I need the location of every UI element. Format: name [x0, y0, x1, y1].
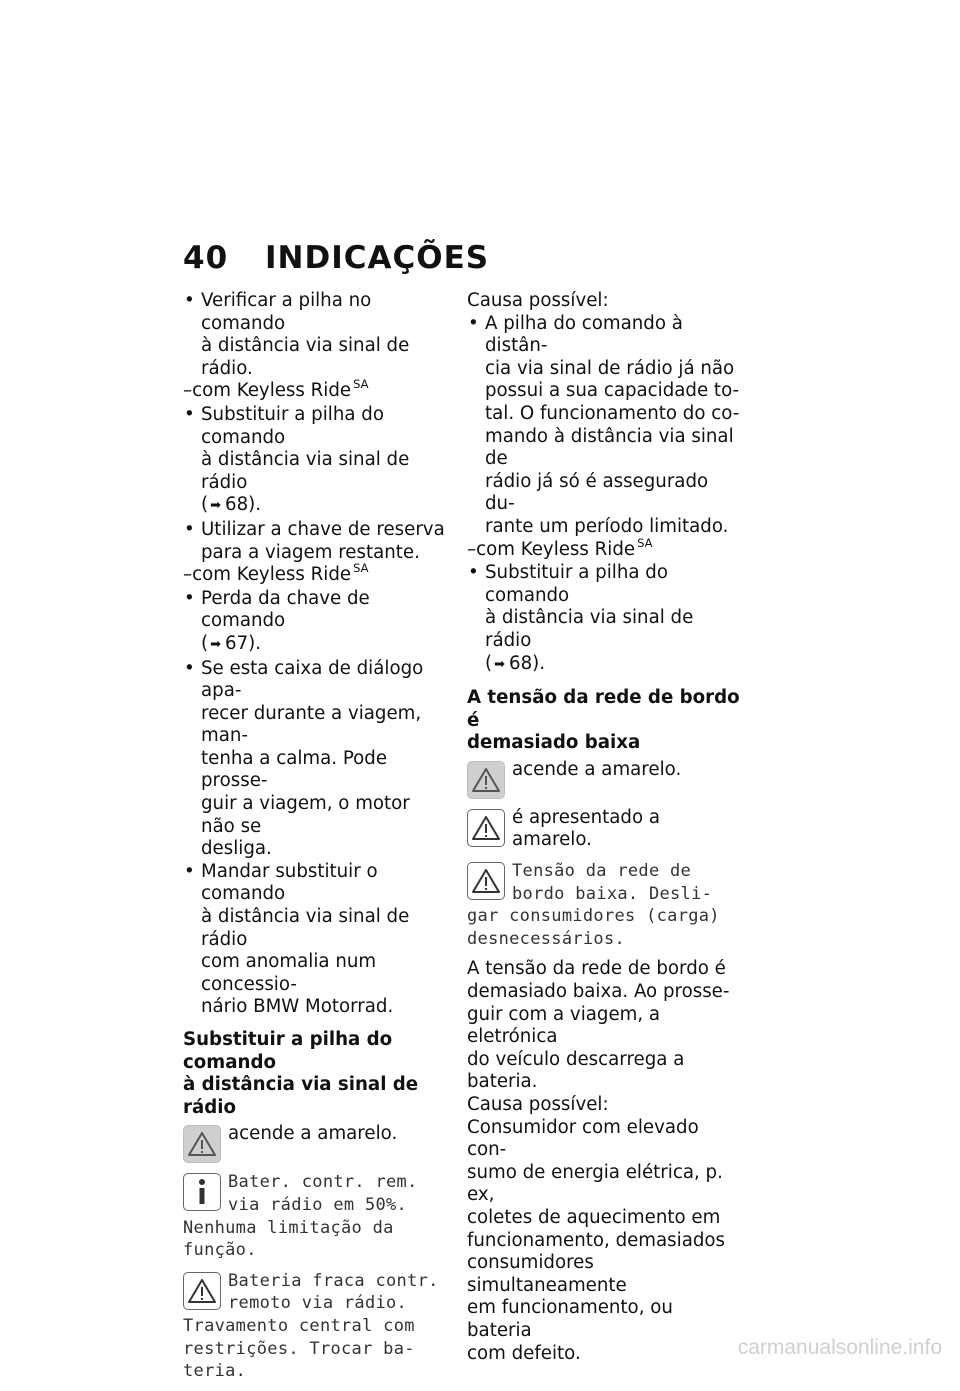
warning-indicator: acende a amarelo.	[183, 1123, 448, 1163]
cause-label: Causa possível:	[467, 1094, 609, 1115]
page-reference[interactable]: ( ➡ 68).	[485, 653, 740, 678]
bullet-item: • Substituir a pilha do comando à distância via sinal de rádio ( ➡ 68).	[467, 562, 740, 677]
page-reference-arrow-icon: ➡	[210, 636, 222, 652]
page-number: 40	[183, 240, 229, 276]
info-icon	[183, 1173, 221, 1211]
bullet-item: • Substituir a pilha do comando à distância via sinal de rádio ( ➡ 68).	[183, 404, 448, 519]
paragraph: A tensão da rede de bordo é demasiado baixa. Ao prosse- guir com a viagem, a eletrónica do veículo descarrega a bateria.	[467, 958, 730, 1093]
paragraph: Consumidor com elevado con- sumo de energia elétrica, p. ex, coletes de aquecimento em funcionamento, demasiados consumidores simultaneamente em funcionamento, ou bateria com defeito.	[467, 1116, 725, 1364]
condition-line: –com Keyless Ride $^{SA}$	[183, 377, 369, 402]
warning-indicator: acende a amarelo.	[467, 759, 740, 799]
bullet-item: • Utilizar a chave de reserva para a viagem restante.	[183, 519, 448, 564]
bullet-item: • A pilha do comando à distân- cia via sinal de rádio já não possui a sua capacidade to- tal. O funcionamento do co- mando à distância via sinal de rádio já só é assegurado du- rante um período limitado.	[467, 313, 740, 539]
warning-message: Tensão da rede de bordo baixa. Desli- gar consumidores (carga) desnecessários.	[467, 861, 720, 949]
page-reference[interactable]: ( ➡ 67).	[201, 633, 448, 658]
cause-label: Causa possível:	[467, 290, 609, 311]
bullet-item: • Perda da chave de comando ( ➡ 67).	[183, 588, 448, 658]
warning-message: Bateria fraca contr. remoto via rádio. Travamento central com restrições. Trocar ba- teria.	[183, 1270, 439, 1382]
warning-triangle-icon	[183, 1272, 221, 1310]
right-column	[467, 290, 740, 1365]
warning-triangle-icon	[467, 761, 505, 799]
condition-line: –com Keyless Ride $^{SA}$	[467, 535, 653, 560]
warning-triangle-icon	[183, 1125, 221, 1163]
bullet-item: • Se esta caixa de diálogo apa- recer durante a viagem, man- tenha a calma. Pode prosse- guir a viagem, o motor não se desliga.	[183, 658, 448, 861]
warning-triangle-icon	[467, 809, 505, 847]
bullet-item: • Mandar substituir o comando à distância via sinal de rádio com anomalia num concessio- nário BMW Motorrad.	[183, 861, 448, 1019]
watermark-text: carmanualsonline.info	[737, 1336, 942, 1359]
page-reference-arrow-icon: ➡	[494, 656, 506, 672]
condition-line: –com Keyless Ride $^{SA}$	[183, 561, 369, 586]
section-heading: A tensão da rede de bordo é demasiado baixa	[467, 687, 740, 754]
info-message: Bater. contr. rem. via rádio em 50%. Nenhuma limitação da função.	[183, 1172, 418, 1261]
left-column	[183, 290, 448, 1391]
page-header	[183, 240, 489, 276]
page-title: INDICAÇÕES	[265, 240, 490, 276]
bullet-item: • Verificar a pilha no comando à distância via sinal de rádio.	[183, 290, 448, 380]
page-reference-arrow-icon: ➡	[210, 498, 222, 514]
warning-triangle-icon	[467, 862, 505, 900]
warning-indicator: é apresentado a amarelo.	[467, 807, 740, 852]
page-reference[interactable]: ( ➡ 68).	[201, 494, 448, 519]
section-heading: Substituir a pilha do comando à distância via sinal de rádio	[183, 1029, 419, 1118]
